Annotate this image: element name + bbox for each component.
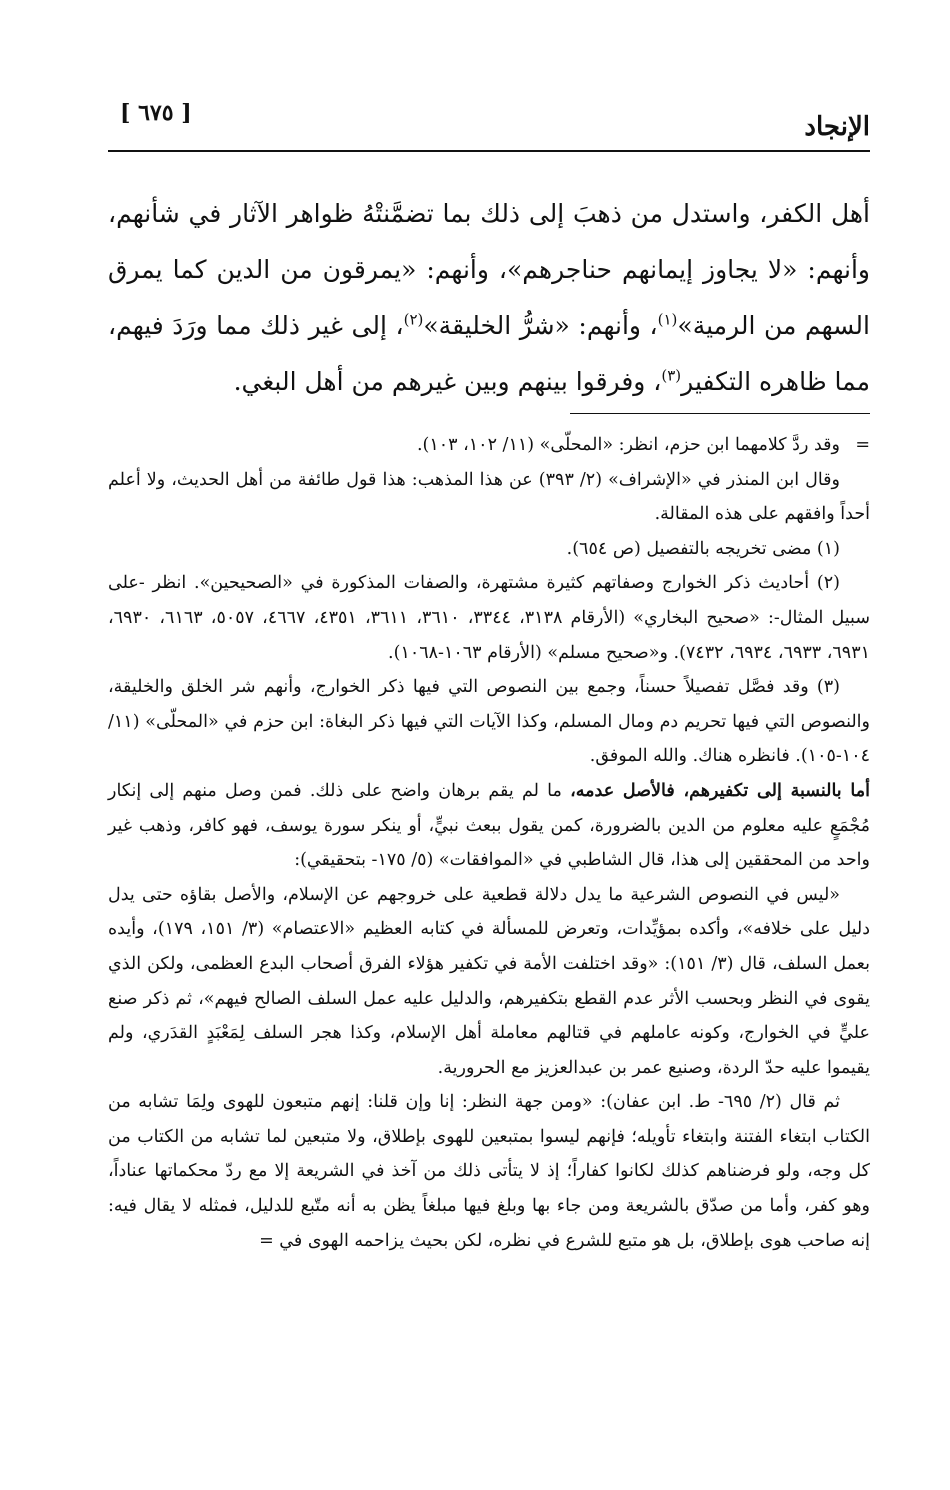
running-header	[108, 96, 870, 144]
main-text-segment: ، إلى غير ذلك مما ورَدَ فيهم، مما ظاهره التكفير	[108, 311, 870, 396]
bold-lead: أما بالنسبة إلى تكفيرهم، فالأصل عدمه،	[570, 780, 871, 801]
footnote-paragraph: «ليس في النصوص الشرعية ما يدل دلالة قطعية على خروجهم عن الإسلام، والأصل بقاؤه حتى يدل دليل على خلافه»، وأكده بمؤيِّدات، وتعرض للمسألة في كتابه العظيم «الاعتصام» (٣/ ١٥١، ١٧٩)، وأيده بعمل السلف، قال (٣/ ١٥١): «وقد اختلفت الأمة في تكفير هؤلاء الفرق أصحاب البدع العظمى، ولكن الذي يقوى في النظر وبحسب الأثر عدم القطع بتكفيرهم، والدليل عليه عمل السلف الصالح فيهم»، ثم ذكر صنع عليٍّ في الخوارج، وكونه عاملهم في قتالهم معاملة أهل الإسلام، وكذا هجر السلف لِمَعْبَدٍ القدَري، ولم يقيموا عليه حدّ الردة، وصنيع عمر بن عبدالعزيز مع الحرورية.	[108, 884, 871, 1078]
footnotes	[108, 428, 870, 1258]
footnote-ref-3: (٣)	[661, 366, 682, 385]
footnote-separator	[570, 413, 870, 414]
continuation-mark: =	[855, 435, 870, 455]
footnote-paragraph: وقال ابن المنذر في «الإشراف» (٢/ ٣٩٣) عن هذا المذهب: هذا قول طائفة من أهل الحديث، ولا أعلم أحداً وافقهم على هذه المقالة.	[108, 469, 870, 525]
main-paragraph	[108, 186, 870, 410]
page-number: [ ٦٧٥ ]	[120, 100, 192, 126]
main-text-segment: أهل الكفر، واستدل من ذهبَ إلى ذلك بما تضمَّنتْهُ ظواهر الآثار في شأنهم، وأنهم: «لا يجاوز إيمانهم حناجرهم»، وأنهم: «يمرقون من الدين كما يمرق السهم من الرمية»	[108, 199, 870, 340]
footnote-3: (٣) وقد فصَّل تفصيلاً حسناً، وجمع بين النصوص التي فيها ذكر الخوارج، وأنهم شر الخلق والخليقة، والنصوص التي فيها تحريم دم ومال المسلم، وكذا الآيات التي فيها ذكر البغاة: ابن حزم في «المحلّى» (١١/ ١٠٤-١٠٥). فانظره هناك. والله الموفق.	[108, 677, 870, 767]
footnote-continuation	[108, 428, 870, 463]
footnote-paragraph	[108, 774, 870, 878]
main-text-segment: ، وأنهم: «شرُّ الخليقة»	[423, 311, 658, 340]
main-text	[108, 186, 870, 410]
continuation-text: وقد ردَّ كلامهما ابن حزم، انظر: «المحلّى» (١١/ ١٠٢، ١٠٣).	[416, 435, 840, 455]
running-title: الإنجاد	[804, 112, 870, 142]
paragraph-text: ما لم يقم برهان واضح على ذلك. فمن وصل منهم إلى إنكار مُجْمَعٍ عليه معلوم من الدين بالضرورة، كمن يقول ببعث نبيٍّ، أو ينكر سورة يوسف، فهو كافر، وذهب غير واحد من المحققين إلى هذا، قال الشاطبي في «الموافقات» (٥/ ١٧٥- بتحقيقي):	[108, 780, 870, 871]
footnote-2: (٢) أحاديث ذكر الخوارج وصفاتهم كثيرة مشتهرة، والصفات المذكورة في «الصحيحين». انظر -على سبيل المثال-: «صحيح البخاري» (الأرقام ٣١٣٨، ٣٣٤٤، ٣٦١٠، ٣٦١١، ٤٣٥١، ٤٦٦٧، ٥٠٥٧، ٦١٦٣، ٦٩٣٠، ٦٩٣١، ٦٩٣٣، ٦٩٣٤، ٧٤٣٢). و«صحيح مسلم» (الأرقام ١٠٦٣-١٠٦٨).	[108, 573, 870, 663]
footnote-1: (١) مضى تخريجه بالتفصيل (ص ٦٥٤).	[566, 538, 840, 559]
footnote-ref-1: (١)	[657, 310, 678, 329]
footnote-paragraph: ثم قال (٢/ ٦٩٥- ط. ابن عفان): «ومن جهة النظر: إنا وإن قلنا: إنهم متبعون للهوى ولِمَا تشابه من الكتاب ابتغاء الفتنة وابتغاء تأويله؛ فإنهم ليسوا بمتبعين للهوى بإطلاق، ولا متبعين لما تشابه من الكتاب من كل وجه، ولو فرضناهم كذلك لكانوا كفاراً؛ إذ لا يتأتى ذلك من آخذ في الشريعة إلا مع ردّ محكماتها عناداً، وهو كفر، وأما من صدّق بالشريعة ومن جاء بها وبلغ فيها مبلغاً يظن به أنه متّبع للدليل، فمثله لا يقال فيه: إنه صاحب هوى بإطلاق، بل هو متبع للشرع في نظره، لكن بحيث يزاحمه الهوى في =	[108, 1092, 870, 1251]
main-text-segment: ، وفرقوا بينهم وبين غيرهم من أهل البغي.	[233, 367, 662, 396]
header-rule	[108, 150, 870, 152]
footnote-ref-2: (٢)	[403, 310, 424, 329]
